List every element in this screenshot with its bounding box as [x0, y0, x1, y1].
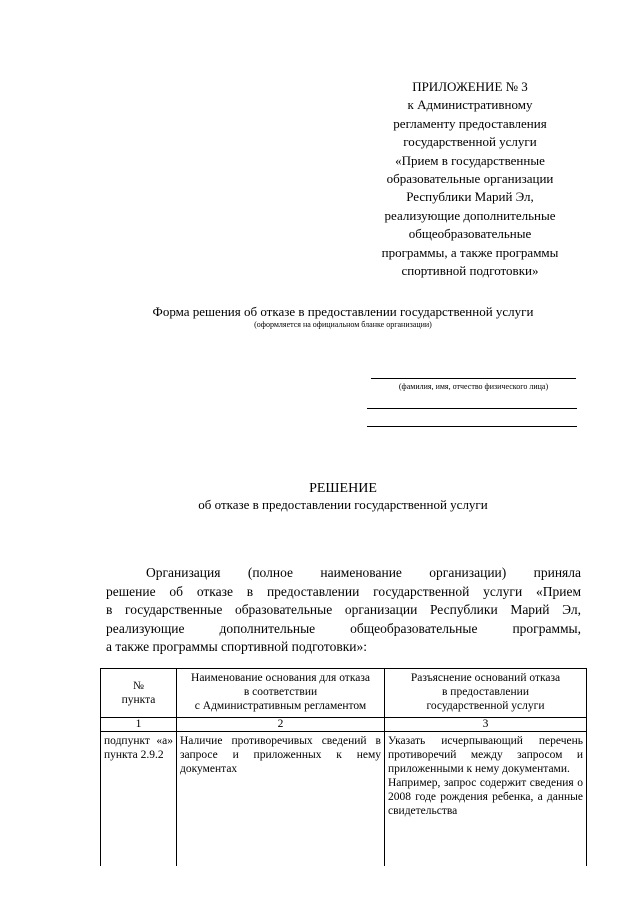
appendix-line: реализующие дополнительные [384, 207, 556, 223]
column-number: 3 [385, 718, 587, 732]
decision-subtitle: об отказе в предоставлении государственной услуги [198, 497, 488, 512]
appendix-line: образовательные организации [386, 171, 554, 187]
column-number: 2 [177, 718, 385, 732]
appendix-line: спортивной подготовки» [401, 263, 539, 279]
fio-note: (фамилия, имя, отчество физического лица) [398, 382, 549, 391]
body-line: реализующие дополнительные общеобразовательные программы, [106, 620, 581, 636]
header-item-number [101, 669, 177, 718]
header-text: с Административным регламентом [194, 700, 367, 712]
address-line-2 [367, 426, 577, 427]
cell-ground: Наличие противоречивых сведений в запросе и приложенных к нему документах [177, 732, 385, 877]
header-text: Наименование основания для отказа [191, 672, 370, 684]
appendix-line: ПРИЛОЖЕНИЕ № 3 [412, 79, 528, 94]
appendix-header [335, 78, 605, 280]
appendix-line: к Административному [407, 97, 533, 113]
cell-item: подпункт «а» пункта 2.9.2 [101, 732, 177, 877]
appendix-line: общеобразовательные [408, 226, 532, 242]
header-text: № [133, 680, 144, 692]
appendix-line: государственной услуги [403, 134, 537, 150]
body-line: Организация (полное наименование организации) приняла [146, 565, 581, 580]
header-text: Разъяснение оснований отказа [410, 672, 561, 684]
page-bottom-margin [0, 866, 640, 905]
header-ground-name [177, 669, 385, 718]
appendix-line: регламенту предоставления [393, 115, 547, 131]
address-line-1 [367, 408, 577, 409]
body-line: решение об отказе в предоставлении государственной услуги «Прием [106, 583, 581, 599]
header-text: в соответствии [243, 686, 318, 698]
explanation-text: Указать исчерпывающий перечень противоречий между запросом и приложенными к нему документами. [388, 735, 583, 775]
header-text: пункта [121, 694, 156, 706]
decision-body [106, 564, 581, 657]
cell-explanation [385, 732, 587, 877]
decision-title: РЕШЕНИЕ [309, 481, 377, 496]
header-explanation [385, 669, 587, 718]
explanation-example: Например, запрос содержит сведения о 2008 годе рождения ребенка, а данные свидетельства [388, 777, 583, 817]
header-text: государственной услуги [426, 700, 545, 712]
column-number: 1 [101, 718, 177, 732]
table-header-row [101, 669, 587, 718]
body-line: а также программы спортивной подготовки»: [106, 639, 368, 654]
appendix-line: программы, а также программы [381, 244, 559, 260]
appendix-line: Республики Марий Эл, [406, 189, 534, 205]
body-line: в государственные образовательные организации Республики Марий Эл, [106, 602, 581, 617]
refusal-grounds-table [100, 668, 587, 877]
table-row [101, 732, 587, 877]
form-note: (оформляется на официальном бланке организации) [254, 320, 432, 329]
appendix-line: «Прием в государственные [395, 152, 545, 168]
fio-line [371, 378, 576, 379]
form-title: Форма решения об отказе в предоставлении государственной услуги [152, 304, 534, 319]
table-number-row [101, 718, 587, 732]
header-text: в предоставлении [441, 686, 529, 698]
